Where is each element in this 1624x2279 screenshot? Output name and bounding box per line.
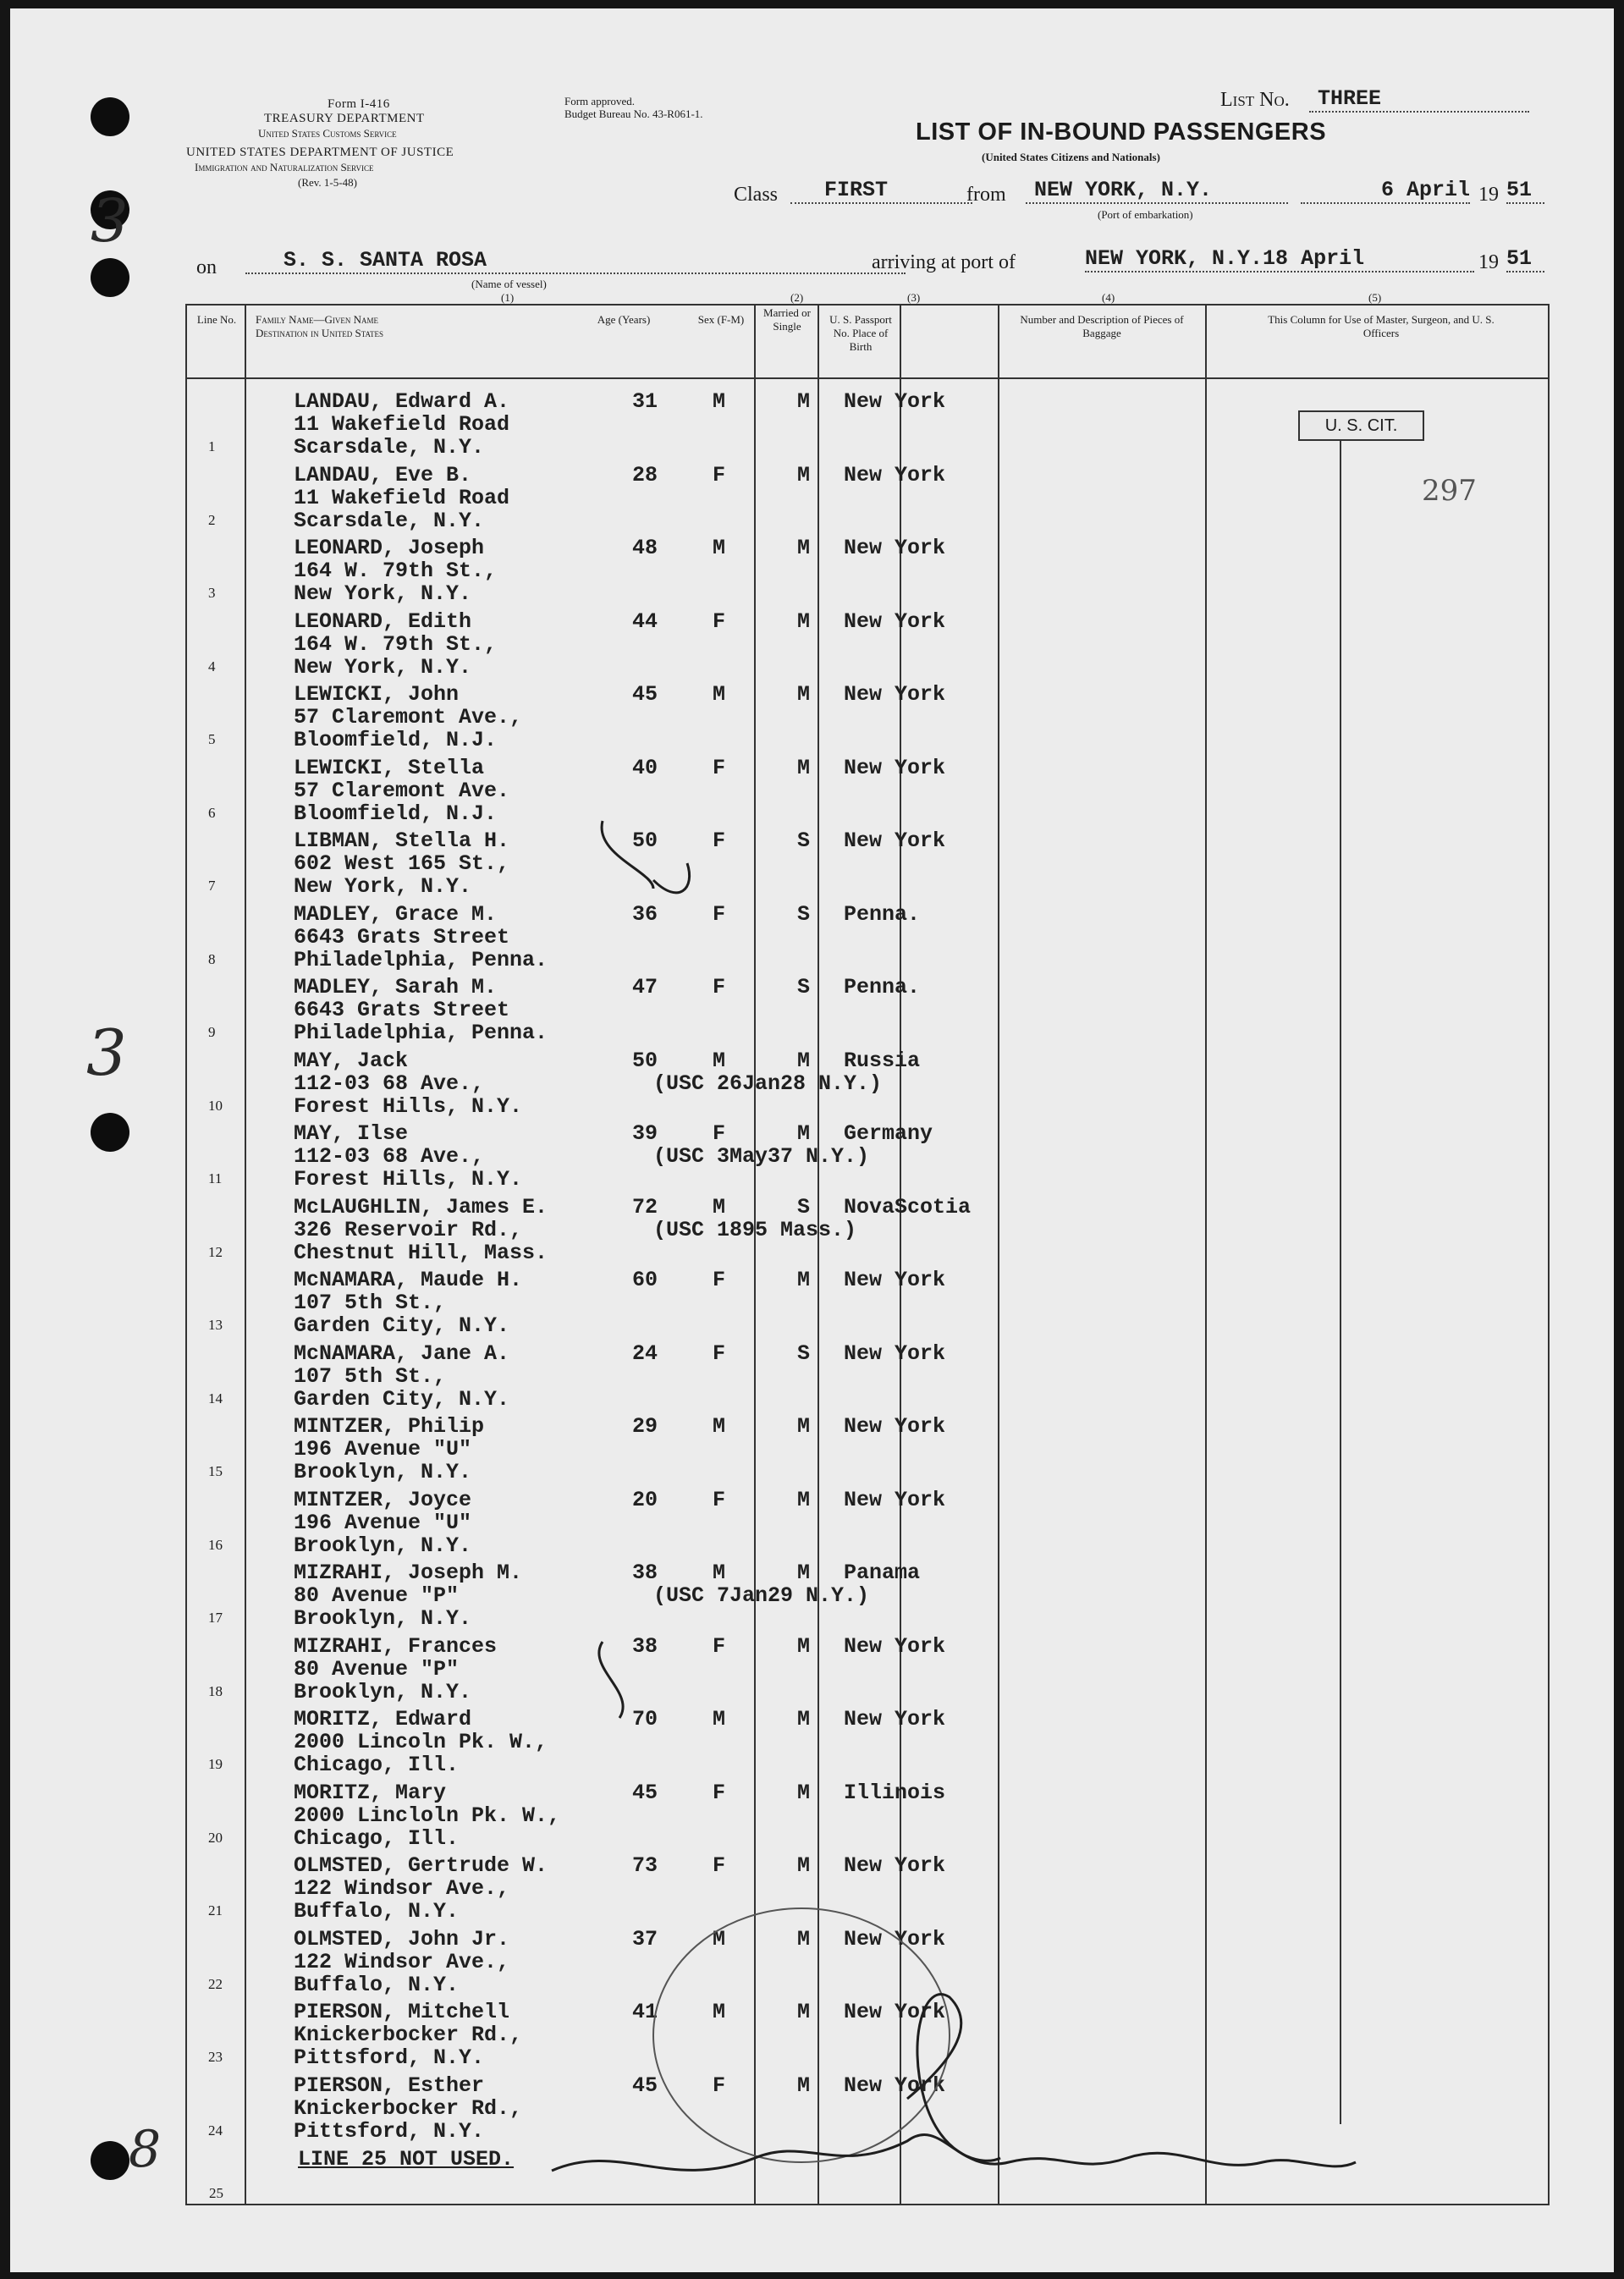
- passenger-age: 60: [632, 1268, 658, 1292]
- passenger-sex: M: [713, 1926, 726, 1951]
- passenger-birthplace: New York: [844, 389, 946, 414]
- passenger-age: 44: [632, 608, 658, 634]
- passenger-sex: F: [713, 975, 726, 999]
- passenger-sex: F: [713, 1268, 726, 1292]
- passenger-city: Brooklyn, N.Y.: [294, 1533, 472, 1558]
- passenger-usc-note: (USC 26Jan28 N.Y.): [653, 1071, 883, 1096]
- passenger-age: 38: [632, 1633, 658, 1659]
- passenger-name: LIBMAN, Stella H.: [294, 828, 510, 853]
- passenger-address: 6643 Grats Street: [294, 998, 510, 1022]
- passenger-birthplace: New York: [844, 1926, 946, 1951]
- passenger-age: 20: [632, 1487, 658, 1512]
- passenger-age: 72: [632, 1194, 658, 1219]
- passenger-address: 2000 Lincloln Pk. W.,: [294, 1803, 561, 1828]
- passenger-name: MIZRAHI, Joseph M.: [294, 1561, 523, 1585]
- passenger-age: 29: [632, 1414, 658, 1439]
- passenger-birthplace: New York: [844, 2000, 946, 2024]
- vessel-label: (Name of vessel): [471, 278, 547, 290]
- header-age: Age (Years): [597, 313, 651, 326]
- passenger-marital: M: [797, 755, 811, 780]
- line-number: 18: [208, 1682, 223, 1699]
- passenger-sex: M: [713, 536, 726, 560]
- passenger-name: McNAMARA, Jane A.: [294, 1340, 510, 1366]
- passenger-marital: M: [797, 1707, 811, 1731]
- passenger-marital: M: [797, 1487, 811, 1512]
- passenger-address: Knickerbocker Rd.,: [294, 2023, 523, 2047]
- arriving-label: arriving at port of: [872, 251, 1016, 273]
- passenger-name: PIERSON, Mitchell: [294, 2000, 510, 2024]
- passenger-address: 122 Windsor Ave.,: [294, 1876, 510, 1901]
- passenger-name: MAY, Jack: [294, 1048, 409, 1073]
- justice-dept: UNITED STATES DEPARTMENT OF JUSTICE: [186, 146, 454, 159]
- margin-mark: 3: [91, 186, 129, 256]
- line-number: 3: [208, 585, 216, 601]
- line-number: 24: [208, 2122, 223, 2139]
- passenger-birthplace: New York: [844, 1707, 946, 1731]
- passenger-marital: M: [797, 1780, 811, 1805]
- passenger-marital: M: [797, 1561, 811, 1585]
- passenger-name: LANDAU, Edward A.: [294, 389, 510, 414]
- passenger-address: 6643 Grats Street: [294, 924, 510, 950]
- passenger-birthplace: New York: [844, 828, 946, 853]
- passenger-sex: M: [713, 1561, 726, 1585]
- passenger-city: Pittsford, N.Y.: [294, 2118, 485, 2144]
- passenger-name: MINTZER, Philip: [294, 1414, 485, 1439]
- passenger-age: 73: [632, 1853, 658, 1878]
- passenger-age: 28: [632, 462, 658, 487]
- arrival-month: April: [1301, 246, 1365, 271]
- line-number: 16: [208, 1536, 223, 1553]
- passenger-birthplace: New York: [844, 536, 946, 560]
- line-number: 25: [209, 2185, 223, 2201]
- header-married: Married or Single: [763, 306, 811, 333]
- passenger-sex: F: [713, 2073, 726, 2098]
- line-number: 11: [208, 1170, 223, 1186]
- col-num-5: (5): [1368, 291, 1382, 304]
- line-number: 9: [208, 1024, 216, 1040]
- embark-month: April: [1406, 178, 1470, 202]
- header-line-no: Line No.: [196, 313, 237, 326]
- passenger-age: 24: [632, 1340, 658, 1366]
- passenger-age: 45: [632, 682, 658, 707]
- on-label: on: [196, 256, 217, 278]
- embark-day: 6: [1380, 178, 1394, 202]
- passenger-age: 50: [632, 828, 658, 853]
- passenger-sex: M: [713, 1707, 726, 1731]
- passenger-name: MORITZ, Mary: [294, 1780, 447, 1805]
- passenger-name: LEWICKI, John: [294, 682, 460, 707]
- passenger-age: 36: [632, 901, 658, 927]
- form-approved: Form approved.: [564, 95, 636, 107]
- passenger-marital: M: [797, 2000, 811, 2024]
- passenger-birthplace: New York: [844, 755, 946, 780]
- header-sex: Sex (F-M): [697, 313, 745, 326]
- passenger-name: MAY, Ilse: [294, 1121, 409, 1146]
- passenger-marital: M: [797, 608, 811, 634]
- line-number: 7: [208, 878, 216, 894]
- arrival-year: 51: [1506, 246, 1544, 272]
- passenger-name: MINTZER, Joyce: [294, 1487, 472, 1512]
- passenger-age: 45: [632, 1780, 658, 1805]
- passenger-marital: S: [797, 1194, 811, 1219]
- passenger-sex: F: [713, 1121, 726, 1146]
- passenger-sex: F: [713, 901, 726, 927]
- passenger-birthplace: New York: [844, 1414, 946, 1439]
- passenger-address: 107 5th St.,: [294, 1363, 447, 1389]
- passenger-age: 70: [632, 1707, 658, 1731]
- line-number: 17: [208, 1610, 223, 1626]
- passenger-name: LEWICKI, Stella: [294, 755, 485, 780]
- passenger-sex: M: [713, 389, 726, 414]
- passenger-sex: M: [713, 1194, 726, 1219]
- passenger-address: 2000 Lincoln Pk. W.,: [294, 1730, 548, 1754]
- passenger-city: Chestnut Hill, Mass.: [294, 1240, 548, 1265]
- passenger-city: Bloomfield, N.J.: [294, 728, 498, 752]
- passenger-birthplace: NovaScotia: [844, 1194, 972, 1219]
- passenger-birthplace: New York: [844, 608, 946, 634]
- passenger-sex: M: [713, 2000, 726, 2024]
- passenger-birthplace: New York: [844, 1268, 946, 1292]
- passenger-address: 11 Wakefield Road: [294, 485, 510, 510]
- passenger-city: New York, N.Y.: [294, 874, 472, 899]
- passenger-city: Buffalo, N.Y.: [294, 1899, 460, 1924]
- passenger-birthplace: New York: [844, 1633, 946, 1659]
- passenger-marital: M: [797, 1268, 811, 1292]
- passenger-city: Philadelphia, Penna.: [294, 947, 548, 972]
- passenger-city: Forest Hills, N.Y.: [294, 1093, 523, 1119]
- line-number: 6: [208, 804, 216, 821]
- passenger-marital: M: [797, 1853, 811, 1878]
- officer-signature: [10, 8, 1614, 2272]
- passenger-address: 107 5th St.,: [294, 1291, 447, 1315]
- customs-service: United States Customs Service: [258, 127, 397, 140]
- passenger-city: Brooklyn, N.Y.: [294, 1606, 472, 1631]
- passenger-marital: M: [797, 1048, 811, 1073]
- passenger-city: Garden City, N.Y.: [294, 1313, 510, 1338]
- arrival-day: 18: [1263, 246, 1289, 271]
- passenger-birthplace: Penna.: [844, 975, 921, 999]
- passenger-sex: F: [713, 1853, 726, 1878]
- col-num-3: (3): [907, 291, 921, 304]
- passenger-age: 38: [632, 1561, 658, 1585]
- line-number: 8: [208, 950, 216, 967]
- passenger-city: Pittsford, N.Y.: [294, 2045, 485, 2070]
- passenger-name: MORITZ, Edward: [294, 1707, 472, 1731]
- line-number: 21: [208, 1902, 223, 1918]
- passenger-marital: M: [797, 1633, 811, 1659]
- passenger-address: 112-03 68 Ave.,: [294, 1144, 485, 1169]
- passenger-age: 39: [632, 1121, 658, 1146]
- line-number: 12: [208, 1243, 223, 1260]
- passenger-name: McNAMARA, Maude H.: [294, 1268, 523, 1292]
- passenger-sex: F: [713, 1780, 726, 1805]
- passenger-city: New York, N.Y.: [294, 581, 472, 606]
- embark-year-prefix: 19: [1478, 184, 1499, 206]
- line-number: 22: [208, 1975, 223, 1992]
- line-number: 5: [208, 731, 216, 747]
- passenger-marital: S: [797, 975, 811, 999]
- line-number: 23: [208, 2049, 223, 2065]
- passenger-sex: F: [713, 1487, 726, 1512]
- passenger-marital: M: [797, 536, 811, 560]
- arrival-port: NEW YORK, N.Y.: [1085, 246, 1263, 271]
- passenger-age: 37: [632, 1926, 658, 1951]
- passenger-usc-note: (USC 1895 Mass.): [653, 1217, 857, 1242]
- line-25-note: LINE 25 NOT USED.: [298, 2147, 515, 2172]
- header-family-name: Family Name—Given Name: [256, 313, 378, 326]
- line-number: 13: [208, 1317, 223, 1333]
- passenger-city: Chicago, Ill.: [294, 1825, 460, 1851]
- passenger-name: OLMSTED, John Jr.: [294, 1926, 510, 1951]
- passenger-name: McLAUGHLIN, James E.: [294, 1194, 548, 1219]
- passenger-birthplace: New York: [844, 462, 946, 487]
- passenger-address: 196 Avenue "U": [294, 1437, 472, 1462]
- passenger-marital: S: [797, 1340, 811, 1366]
- passenger-birthplace: New York: [844, 1853, 946, 1878]
- header-passport: U. S. Passport No. Place of Birth: [829, 313, 892, 353]
- passenger-sex: F: [713, 755, 726, 780]
- passenger-name: MADLEY, Sarah M.: [294, 975, 498, 999]
- passenger-address: 122 Windsor Ave.,: [294, 1949, 510, 1974]
- passenger-age: 41: [632, 2000, 658, 2024]
- margin-mark: 3: [86, 1016, 127, 1090]
- passenger-marital: S: [797, 901, 811, 927]
- passenger-city: Scarsdale, N.Y.: [294, 508, 485, 533]
- line-number: 15: [208, 1463, 223, 1479]
- class-label: Class: [734, 184, 779, 206]
- passenger-city: Brooklyn, N.Y.: [294, 1679, 472, 1704]
- header-baggage: Number and Description of Pieces of Baggage: [1020, 313, 1184, 339]
- class-value: FIRST: [790, 178, 972, 204]
- passenger-marital: M: [797, 1414, 811, 1439]
- passenger-city: Garden City, N.Y.: [294, 1386, 510, 1412]
- passenger-sex: F: [713, 1633, 726, 1659]
- passenger-birthplace: New York: [844, 2073, 946, 2098]
- passenger-address: Knickerbocker Rd.,: [294, 2095, 523, 2121]
- passenger-birthplace: New York: [844, 682, 946, 707]
- revision-date: (Rev. 1-5-48): [298, 176, 357, 189]
- passenger-age: 40: [632, 755, 658, 780]
- passenger-city: Scarsdale, N.Y.: [294, 435, 485, 460]
- passenger-sex: F: [713, 608, 726, 634]
- line-number: 2: [208, 511, 216, 528]
- line-number: 20: [208, 1829, 223, 1846]
- passenger-age: 47: [632, 975, 658, 999]
- passenger-sex: F: [713, 828, 726, 853]
- passenger-city: Bloomfield, N.J.: [294, 801, 498, 826]
- passenger-marital: M: [797, 2073, 811, 2098]
- passenger-address: 326 Reservoir Rd.,: [294, 1217, 523, 1242]
- passenger-city: Buffalo, N.Y.: [294, 1972, 460, 1997]
- page-subtitle: (United States Citizens and Nationals): [982, 151, 1160, 163]
- ins-service: Immigration and Naturalization Service: [195, 161, 374, 173]
- passenger-sex: M: [713, 1414, 726, 1439]
- passenger-city: New York, N.Y.: [294, 654, 472, 680]
- passenger-name: MIZRAHI, Frances: [294, 1633, 498, 1659]
- from-label: from: [966, 184, 1006, 206]
- treasury-dept: TREASURY DEPARTMENT: [264, 112, 425, 125]
- passenger-marital: M: [797, 462, 811, 487]
- passenger-birthplace: Russia: [844, 1048, 921, 1073]
- line-number: 14: [208, 1390, 223, 1406]
- line-number: 4: [208, 658, 216, 674]
- passenger-sex: F: [713, 462, 726, 487]
- margin-mark: 8: [129, 2120, 162, 2179]
- passenger-marital: M: [797, 389, 811, 414]
- header-officers: This Column for Use of Master, Surgeon, and U. S. Officers: [1268, 313, 1495, 339]
- form-number: Form I-416: [328, 97, 390, 111]
- passenger-age: 50: [632, 1048, 658, 1073]
- passenger-name: OLMSTED, Gertrude W.: [294, 1853, 548, 1878]
- passenger-marital: M: [797, 1121, 811, 1146]
- passenger-address: 112-03 68 Ave.,: [294, 1071, 485, 1096]
- passenger-marital: M: [797, 1926, 811, 1951]
- passenger-birthplace: Penna.: [844, 901, 921, 927]
- list-no-label: List No.: [1220, 89, 1290, 111]
- passenger-sex: M: [713, 682, 726, 707]
- passenger-birthplace: Panama: [844, 1561, 921, 1585]
- passenger-address: 80 Avenue "P": [294, 1656, 460, 1682]
- embarkation-port-label: (Port of embarkation): [1098, 208, 1193, 221]
- passenger-name: PIERSON, Esther: [294, 2073, 485, 2098]
- passenger-birthplace: Illinois: [844, 1780, 946, 1805]
- col-num-1: (1): [501, 291, 515, 304]
- passenger-usc-note: (USC 7Jan29 N.Y.): [653, 1583, 870, 1608]
- passenger-address: 164 W. 79th St.,: [294, 559, 498, 583]
- embark-year: 51: [1506, 178, 1544, 204]
- passenger-usc-note: (USC 3May37 N.Y.): [653, 1144, 870, 1169]
- passenger-birthplace: Germany: [844, 1121, 933, 1146]
- passenger-age: 45: [632, 2073, 658, 2098]
- passenger-address: 196 Avenue "U": [294, 1510, 472, 1535]
- header-destination: Destination in United States: [256, 327, 384, 339]
- page-title: LIST OF IN-BOUND PASSENGERS: [916, 118, 1327, 146]
- passenger-sex: M: [713, 1048, 726, 1073]
- passenger-city: Philadelphia, Penna.: [294, 1021, 548, 1045]
- passenger-name: LANDAU, Eve B.: [294, 462, 472, 487]
- line-number: 10: [208, 1097, 223, 1114]
- passenger-name: MADLEY, Grace M.: [294, 901, 498, 927]
- passenger-name: LEONARD, Joseph: [294, 536, 485, 560]
- col-num-4: (4): [1102, 291, 1115, 304]
- manifest-sheet: [10, 8, 1614, 2272]
- arrival-year-prefix: 19: [1478, 251, 1499, 273]
- passenger-marital: M: [797, 682, 811, 707]
- passenger-address: 602 West 165 St.,: [294, 851, 510, 876]
- passenger-city: Chicago, Ill.: [294, 1753, 460, 1777]
- passenger-city: Forest Hills, N.Y.: [294, 1167, 523, 1192]
- line-number: 19: [208, 1756, 223, 1772]
- passenger-marital: S: [797, 828, 811, 853]
- passenger-address: 11 Wakefield Road: [294, 412, 510, 437]
- embarkation-port: NEW YORK, N.Y.: [1026, 178, 1288, 204]
- list-number: THREE: [1309, 86, 1529, 113]
- passenger-address: 57 Claremont Ave.,: [294, 705, 523, 729]
- passenger-address: 80 Avenue "P": [294, 1583, 460, 1608]
- us-citizen-stamp: U. S. CIT.: [1298, 410, 1424, 441]
- passenger-birthplace: New York: [844, 1340, 946, 1366]
- passenger-age: 31: [632, 389, 658, 414]
- passenger-address: 57 Claremont Ave.: [294, 778, 510, 803]
- budget-bureau: Budget Bureau No. 43-R061-1.: [564, 107, 703, 120]
- passenger-name: LEONARD, Edith: [294, 608, 472, 634]
- col-num-2: (2): [790, 291, 804, 304]
- passenger-age: 48: [632, 536, 658, 560]
- passenger-birthplace: New York: [844, 1487, 946, 1512]
- passenger-sex: F: [713, 1340, 726, 1366]
- line-number: 1: [208, 438, 216, 454]
- officer-number: 297: [1422, 474, 1477, 508]
- passenger-address: 164 W. 79th St.,: [294, 631, 498, 657]
- passenger-city: Brooklyn, N.Y.: [294, 1460, 472, 1484]
- vessel-name: S. S. SANTA ROSA: [245, 248, 906, 274]
